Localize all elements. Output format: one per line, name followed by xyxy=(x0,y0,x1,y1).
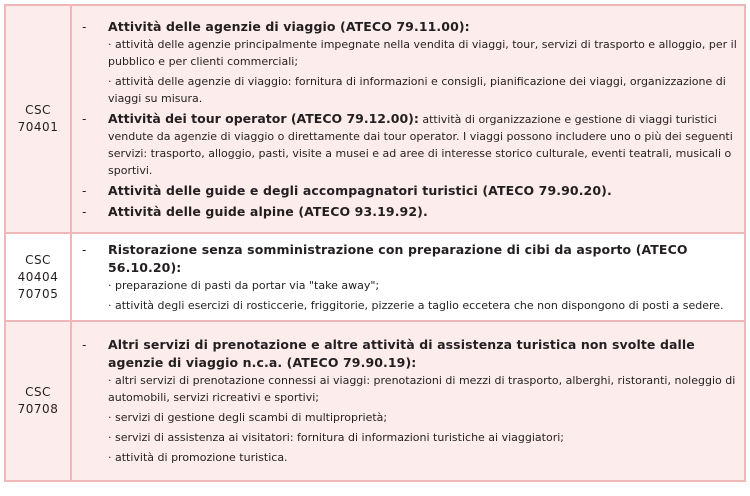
dash-bullet: - xyxy=(82,183,87,198)
csc-code-line: 70708 xyxy=(17,402,59,416)
activity-detail: · servizi di gestione degli scambi di multiproprietà; xyxy=(108,411,388,424)
activity-heading: Ristorazione senza somministrazione con preparazione di cibi da asporto (ATECO 56.10.20): xyxy=(108,241,688,275)
activity-entry xyxy=(82,18,738,107)
csc-code-cell xyxy=(5,233,71,321)
activity-detail: · attività delle agenzie principalmente impegnate nella vendita di viaggi, tour, servizi di trasporto e alloggio, per il pubblico e per clienti commerciali; xyxy=(108,37,737,68)
csc-code-line: CSC xyxy=(25,385,51,399)
dash-bullet: - xyxy=(82,19,87,34)
dash-bullet: - xyxy=(82,204,87,219)
activity-detail: · attività delle agenzie di viaggio: fornitura di informazioni e consigli, pianificazione dei viaggi, organizzazione di viaggi su misura. xyxy=(108,74,726,105)
activity-entry xyxy=(82,182,738,200)
activity-detail: · servizi di assistenza ai visitatori: fornitura di informazioni turistiche ai viaggiatori; xyxy=(108,431,564,444)
activity-description-cell xyxy=(71,5,745,233)
activity-description: attività di organizzazione e gestione di viaggi turistici vendute da agenzie di viaggio o direttamente dai tour operator. I viaggi possono includere uno o più dei seguenti servizi: trasporto, alloggio, pasti, visite a musei e ad aree di interesse storico culturale, eventi teatrali, musicali o sportivi. xyxy=(108,112,733,177)
table-row xyxy=(5,321,745,481)
activity-entry xyxy=(82,336,738,466)
activity-entry xyxy=(82,203,738,221)
csc-code-line: CSC xyxy=(25,103,51,117)
ateco-activity-table xyxy=(4,4,746,482)
activity-detail: · altri servizi di prenotazione connessi ai viaggi: prenotazioni di mezzi di trasporto, alberghi, ristoranti, noleggio di automobili, servizi ricreativi e sportivi; xyxy=(108,374,736,404)
csc-code-line: 70401 xyxy=(17,120,59,134)
dash-bullet: - xyxy=(82,338,87,352)
activity-heading: Attività delle agenzie di viaggio (ATECO 79.11.00): xyxy=(108,18,470,34)
csc-code-cell xyxy=(5,5,71,233)
activity-entry xyxy=(82,241,738,314)
table-row xyxy=(5,233,745,321)
csc-code-line: CSC xyxy=(25,252,51,267)
activity-heading: Attività dei tour operator (ATECO 79.12.00): xyxy=(108,110,419,126)
csc-code-line: 70705 xyxy=(17,286,59,301)
activity-detail: · preparazione di pasti da portar via "take away"; xyxy=(108,278,380,292)
dash-bullet: - xyxy=(82,242,87,257)
activity-description-cell xyxy=(71,321,745,481)
csc-code-cell xyxy=(5,321,71,481)
activity-heading: Attività delle guide alpine (ATECO 93.19.92). xyxy=(108,203,428,219)
activity-entry xyxy=(82,110,738,179)
activity-heading: Attività delle guide e degli accompagnatori turistici (ATECO 79.90.20). xyxy=(108,182,612,198)
activity-detail: · attività di promozione turistica. xyxy=(108,451,288,464)
dash-bullet: - xyxy=(82,111,87,126)
csc-code-line: 40404 xyxy=(17,269,59,284)
activity-paragraph xyxy=(108,110,738,179)
activity-description-cell xyxy=(71,233,745,321)
activity-heading: Altri servizi di prenotazione e altre attività di assistenza turistica non svolte dalle agenzie di viaggio n.c.a. (ATECO 79.90.19): xyxy=(108,337,695,370)
table-row xyxy=(5,5,745,233)
activity-detail: · attività degli esercizi di rosticcerie, friggitorie, pizzerie a taglio eccetera che non dispongono di posti a sedere. xyxy=(108,298,724,312)
